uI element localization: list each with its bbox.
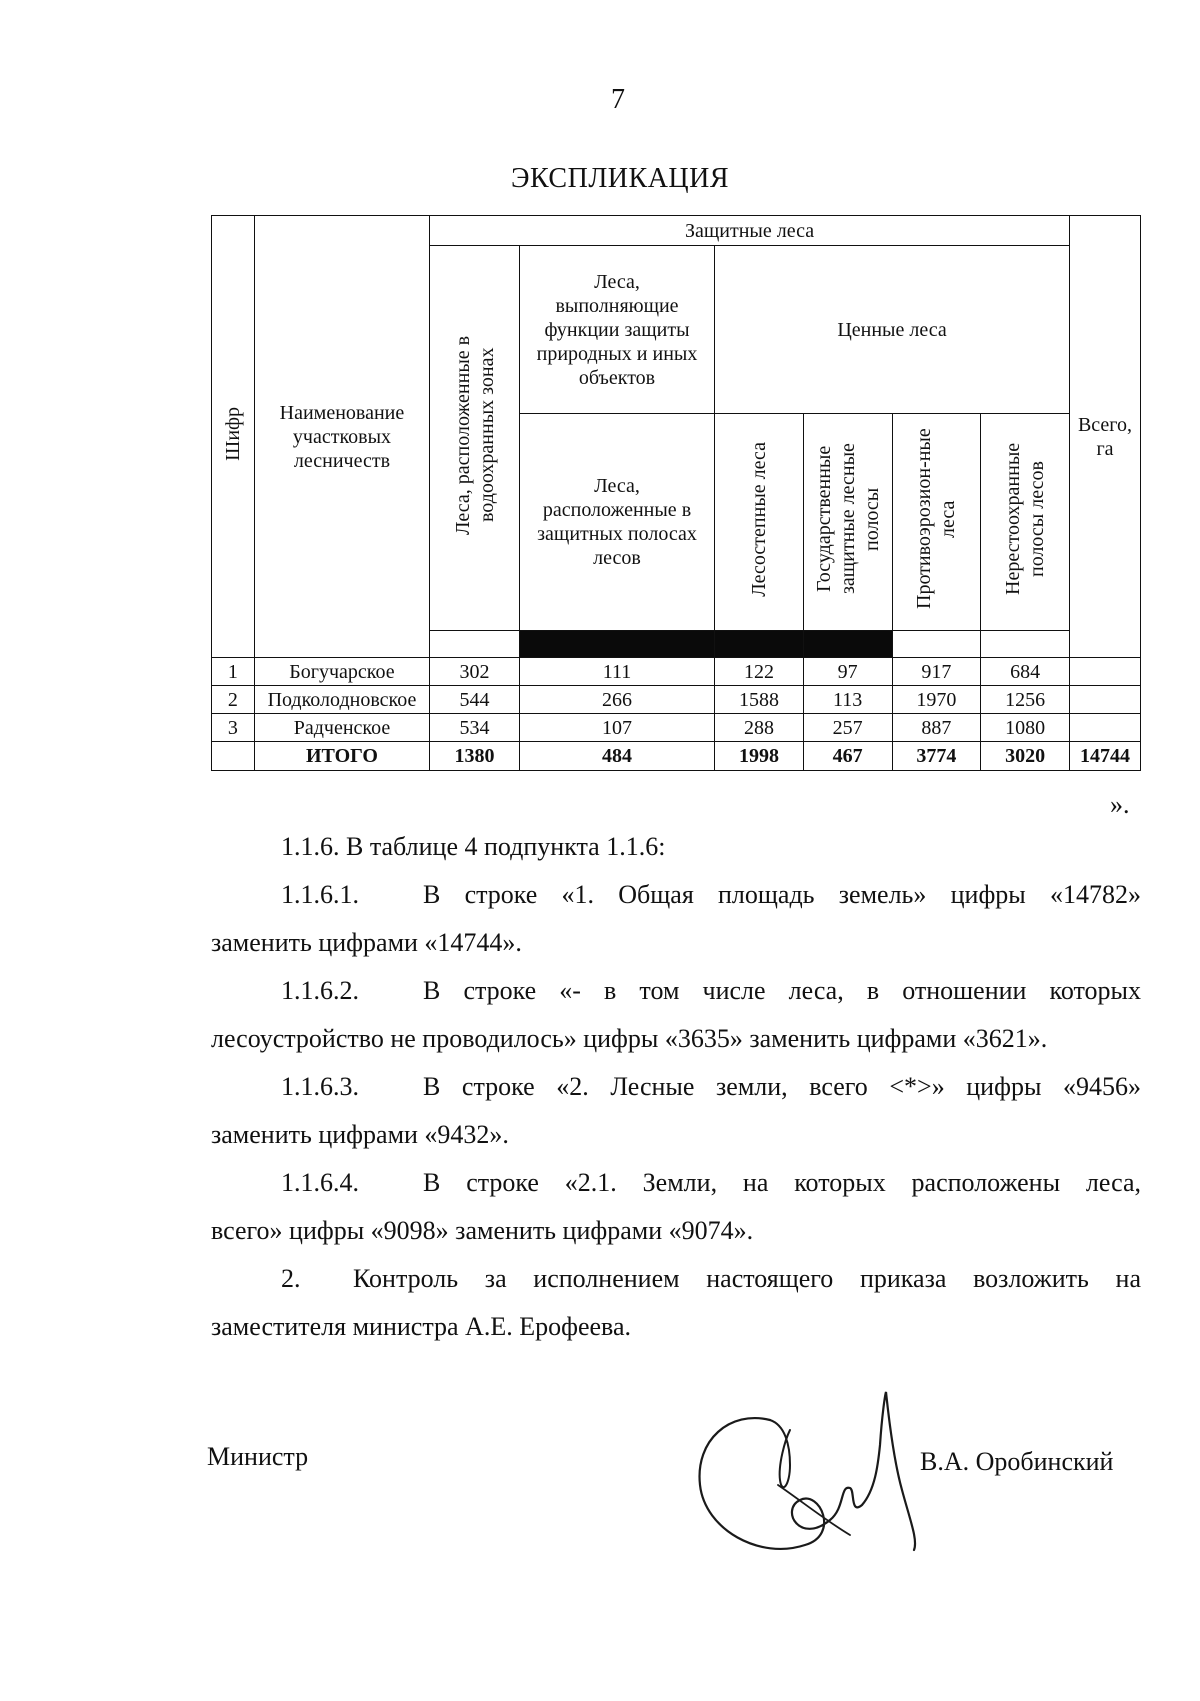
- total-label: ИТОГО: [254, 742, 429, 771]
- cell-spawning: 684: [981, 658, 1070, 686]
- table-row: [212, 658, 1141, 686]
- total-spawning: 3020: [981, 742, 1070, 771]
- paragraph-2: 2. Контроль за исполнением настоящего приказа возложить на заместителя министра А.Е. Ерофеева.: [211, 1264, 1141, 1341]
- cell-protective-belts: 107: [519, 714, 714, 742]
- row-forestry-name: Богучарское: [254, 658, 429, 686]
- cell-anti-erosion: 887: [892, 714, 981, 742]
- redaction-block: [715, 631, 804, 658]
- signatory-name: В.А. Оробинский: [920, 1447, 1114, 1476]
- paragraph-1-1-6-4: 1.1.6.4. В строке «2.1. Земли, на которых расположены леса, всего» цифры «9098» заменить цифрами «9074».: [211, 1168, 1141, 1245]
- cell-forest-steppe: 1588: [715, 686, 804, 714]
- header-spawning: Нерестоохранные полосы лесов: [981, 414, 1070, 631]
- cell-protective-belts: 266: [519, 686, 714, 714]
- spacer-cell: [981, 631, 1070, 658]
- cell-anti-erosion: 917: [892, 658, 981, 686]
- header-forestry-name: Наименование участковых лесничеств: [254, 216, 429, 658]
- total-row: [212, 742, 1141, 771]
- header-forest-steppe: Лесостепные леса: [715, 414, 804, 631]
- paragraph-1-1-6: 1.1.6. В таблице 4 подпункта 1.1.6:: [281, 832, 666, 861]
- document-title: ЭКСПЛИКАЦИЯ: [510, 163, 730, 194]
- row-code: 1: [212, 658, 255, 686]
- cell-water-zones: 302: [430, 658, 520, 686]
- header-code: Шифр: [212, 216, 255, 658]
- header-water-zones: Леса, расположенные в водоохранных зонах: [430, 246, 520, 631]
- cell-state-belts: 257: [803, 714, 892, 742]
- closing-quote: ».: [1110, 790, 1130, 819]
- cell-forest-steppe: 288: [715, 714, 804, 742]
- row-code: [212, 742, 255, 771]
- total-anti-erosion: 3774: [892, 742, 981, 771]
- cell-anti-erosion: 1970: [892, 686, 981, 714]
- row-code: 3: [212, 714, 255, 742]
- cell-water-zones: 544: [430, 686, 520, 714]
- cell-forest-steppe: 122: [715, 658, 804, 686]
- header-total: Всего, га: [1069, 216, 1140, 658]
- total-state-belts: 467: [803, 742, 892, 771]
- cell-total: [1069, 686, 1140, 714]
- cell-total: [1069, 658, 1140, 686]
- redaction-block: [519, 631, 714, 658]
- cell-state-belts: 113: [803, 686, 892, 714]
- row-forestry-name: Подколодновское: [254, 686, 429, 714]
- cell-state-belts: 97: [803, 658, 892, 686]
- cell-spawning: 1080: [981, 714, 1070, 742]
- paragraph-1-1-6-3: 1.1.6.3. В строке «2. Лесные земли, всего <*>» цифры «9456» заменить цифрами «9432».: [211, 1072, 1141, 1149]
- signatory-position: Министр: [207, 1442, 309, 1471]
- row-code: 2: [212, 686, 255, 714]
- spacer-cell: [430, 631, 520, 658]
- header-protective-belts: Леса, расположенные в защитных полосах лесов: [519, 414, 714, 631]
- page-number: 7: [611, 84, 625, 115]
- cell-spawning: 1256: [981, 686, 1070, 714]
- spacer-cell: [892, 631, 981, 658]
- total-water-zones: 1380: [430, 742, 520, 771]
- explication-table: [211, 215, 1141, 771]
- paragraph-1-1-6-2: 1.1.6.2. В строке «- в том числе леса, в отношении которых лесоустройство не проводилось» цифры «3635» заменить цифрами «3621».: [211, 976, 1141, 1053]
- table-row: [212, 686, 1141, 714]
- grand-total: 14744: [1069, 742, 1140, 771]
- cell-total: [1069, 714, 1140, 742]
- header-protection-functions: Леса, выполняющие функции защиты природных и иных объектов: [519, 246, 714, 414]
- total-forest-steppe: 1998: [715, 742, 804, 771]
- handwritten-signature: [690, 1370, 930, 1570]
- header-state-belts: Государственные защитные лесные полосы: [803, 414, 892, 631]
- paragraph-1-1-6-1: 1.1.6.1. В строке «1. Общая площадь земель» цифры «14782» заменить цифрами «14744».: [211, 880, 1141, 957]
- header-anti-erosion: Противоэрозион-ные леса: [892, 414, 981, 631]
- redaction-block: [803, 631, 892, 658]
- header-protective-forests: Защитные леса: [430, 216, 1070, 246]
- row-forestry-name: Радченское: [254, 714, 429, 742]
- total-protective-belts: 484: [519, 742, 714, 771]
- table-row: [212, 714, 1141, 742]
- header-valuable-forests: Ценные леса: [715, 246, 1070, 414]
- cell-water-zones: 534: [430, 714, 520, 742]
- cell-protective-belts: 111: [519, 658, 714, 686]
